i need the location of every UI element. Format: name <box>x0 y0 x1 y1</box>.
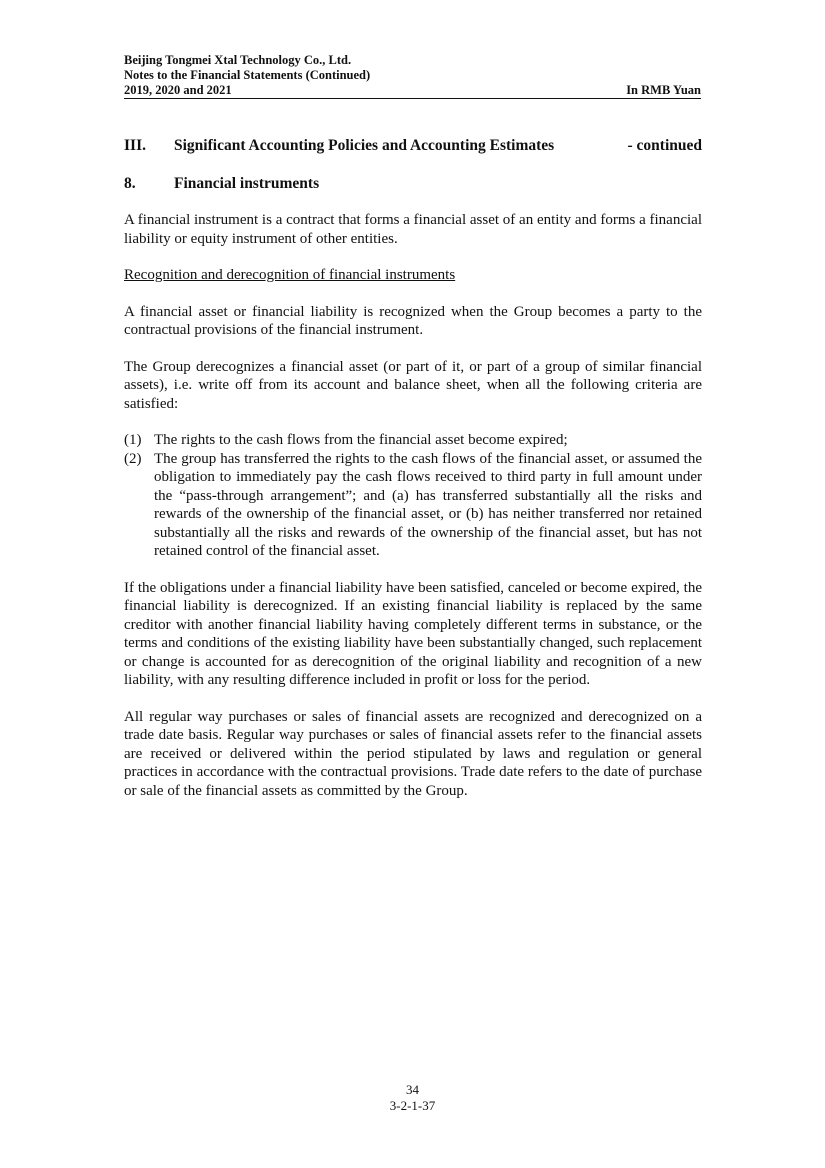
page-header <box>124 53 701 99</box>
list-item-text: The group has transferred the rights to the cash flows of the financial asset, or assumed the obligation to immediately pay the cash flows received to third party in full amount under the “pass-through arrangement”; and (a) has transferred substantially all the risks and rewards of the ownership of the financial asset, or (b) has neither transferred nor retained substantially all the risks and rewards of the ownership of the financial asset, but has not retained control of the financial asset. <box>154 450 702 559</box>
derecognition-criteria-list <box>124 431 702 561</box>
section-title: Significant Accounting Policies and Accounting Estimates <box>174 137 555 154</box>
company-name: Beijing Tongmei Xtal Technology Co., Ltd. <box>124 53 352 67</box>
regular-way-paragraph: All regular way purchases or sales of financial assets are recognized and derecognized on a trade date basis. Regular way purchases or sales of financial assets refer to the financial assets are received or delivered within the period stipulated by laws and regulation or general practices in accordance with the contractual provisions. Trade date refers to the date of purchase or sale of the financial assets as committed by the Group. <box>124 708 702 799</box>
recognition-paragraph: A financial asset or financial liability is recognized when the Group becomes a party to the contractual provisions of the financial instrument. <box>124 303 702 338</box>
page-body <box>124 137 702 800</box>
section-heading <box>124 137 702 156</box>
derecognition-intro-paragraph: The Group derecognizes a financial asset (or part of it, or part of a group of similar financial assets), i.e. write off from its account and balance sheet, when all the following criteria are satisfied: <box>124 358 702 412</box>
document-subtitle: Notes to the Financial Statements (Continued) <box>124 68 371 82</box>
list-item <box>124 431 702 450</box>
section-number: III. <box>124 137 146 154</box>
page-number: 34 <box>406 1082 419 1097</box>
currency-note: In RMB Yuan <box>626 83 701 97</box>
subsection-number: 8. <box>124 174 136 192</box>
document-reference-code: 3-2-1-37 <box>389 1098 436 1113</box>
recognition-heading: Recognition and derecognition of financial instruments <box>124 267 456 283</box>
list-item-text: The rights to the cash flows from the financial asset become expired; <box>154 432 568 448</box>
liability-derecognition-paragraph: If the obligations under a financial liability have been satisfied, canceled or become expired, the financial liability is derecognized. If an existing financial liability is replaced by the same creditor with another financial liability having completely different terms in substance, or the terms and conditions of the existing liability have been substantially changed, such replacement or change is accounted for as derecognition of the original liability and recognition of a new liability, with any resulting difference included in profit or loss for the period. <box>124 579 702 688</box>
list-item <box>124 450 702 561</box>
list-marker: (2) <box>124 450 142 467</box>
reporting-years: 2019, 2020 and 2021 <box>124 83 232 97</box>
subsection-heading <box>124 175 702 194</box>
section-continued-label: - continued <box>627 137 702 154</box>
header-period-row <box>124 83 701 99</box>
subsection-title: Financial instruments <box>174 174 320 192</box>
page-footer <box>0 1082 825 1114</box>
definition-paragraph: A financial instrument is a contract that forms a financial asset of an entity and forms a financial liability or equity instrument of other entities. <box>124 212 702 247</box>
list-marker: (1) <box>124 432 142 448</box>
